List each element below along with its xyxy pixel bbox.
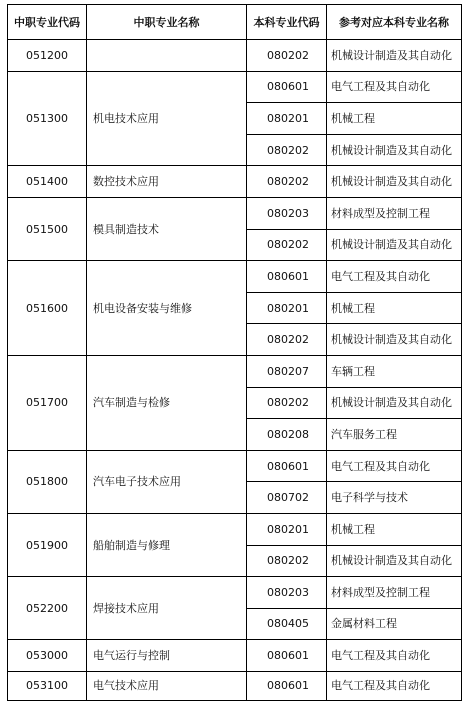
- undergrad-code-cell: 080201: [247, 103, 327, 135]
- undergrad-name-cell: 机械工程: [327, 103, 462, 135]
- undergrad-code-cell: 080202: [247, 545, 327, 577]
- undergrad-code-cell: 080601: [247, 261, 327, 293]
- undergrad-name-cell: 材料成型及控制工程: [327, 577, 462, 609]
- undergrad-code-cell: 080601: [247, 671, 327, 700]
- undergrad-code-cell: 080201: [247, 292, 327, 324]
- undergrad-name-cell: 机械设计制造及其自动化: [327, 166, 462, 198]
- vocational-code-cell: 051400: [8, 166, 87, 198]
- table-row: [8, 355, 462, 387]
- undergrad-code-cell: 080203: [247, 197, 327, 229]
- undergrad-name-cell: 机械设计制造及其自动化: [327, 545, 462, 577]
- vocational-code-cell: 051500: [8, 197, 87, 260]
- vocational-code-cell: 051200: [8, 40, 87, 72]
- vocational-name-cell: 模具制造技术: [87, 197, 247, 260]
- vocational-code-cell: 053100: [8, 671, 87, 700]
- table-row: [8, 40, 462, 72]
- vocational-code-cell: 051800: [8, 450, 87, 513]
- vocational-name-cell: 汽车电子技术应用: [87, 450, 247, 513]
- undergrad-name-cell: 机械工程: [327, 513, 462, 545]
- vocational-code-cell: 053000: [8, 640, 87, 672]
- undergrad-name-cell: 电气工程及其自动化: [327, 671, 462, 700]
- vocational-name-cell: 机电设备安装与维修: [87, 261, 247, 356]
- undergrad-code-cell: 080208: [247, 419, 327, 451]
- undergrad-code-cell: 080202: [247, 40, 327, 72]
- table-row: [8, 450, 462, 482]
- table-row: [8, 71, 462, 103]
- undergrad-name-cell: 机械设计制造及其自动化: [327, 387, 462, 419]
- undergrad-name-cell: 机械设计制造及其自动化: [327, 40, 462, 72]
- undergrad-name-cell: 电气工程及其自动化: [327, 450, 462, 482]
- undergrad-code-cell: 080405: [247, 608, 327, 640]
- undergrad-code-cell: 080202: [247, 166, 327, 198]
- table-body: [8, 40, 462, 701]
- table-row: [8, 640, 462, 672]
- undergrad-code-cell: 080207: [247, 355, 327, 387]
- vocational-code-cell: 052200: [8, 577, 87, 640]
- header-undergrad-name: 参考对应本科专业名称: [327, 5, 462, 40]
- vocational-name-cell: 电气运行与控制: [87, 640, 247, 672]
- table-row: [8, 577, 462, 609]
- header-vocational-name: 中职专业名称: [87, 5, 247, 40]
- undergrad-name-cell: 机械设计制造及其自动化: [327, 134, 462, 166]
- vocational-name-cell: [87, 40, 247, 72]
- undergrad-name-cell: 机械工程: [327, 292, 462, 324]
- undergrad-code-cell: 080202: [247, 387, 327, 419]
- vocational-name-cell: 数控技术应用: [87, 166, 247, 198]
- undergrad-name-cell: 金属材料工程: [327, 608, 462, 640]
- table-row: [8, 671, 462, 700]
- undergrad-name-cell: 机械设计制造及其自动化: [327, 324, 462, 356]
- vocational-code-cell: 051300: [8, 71, 87, 166]
- header-row: [8, 5, 462, 40]
- undergrad-code-cell: 080702: [247, 482, 327, 514]
- undergrad-name-cell: 电气工程及其自动化: [327, 71, 462, 103]
- vocational-code-cell: 051600: [8, 261, 87, 356]
- undergrad-name-cell: 材料成型及控制工程: [327, 197, 462, 229]
- header-undergrad-code: 本科专业代码: [247, 5, 327, 40]
- vocational-name-cell: 焊接技术应用: [87, 577, 247, 640]
- undergrad-name-cell: 汽车服务工程: [327, 419, 462, 451]
- undergrad-code-cell: 080201: [247, 513, 327, 545]
- major-mapping-table: [7, 4, 462, 701]
- table-row: [8, 166, 462, 198]
- vocational-name-cell: 船舶制造与修理: [87, 513, 247, 576]
- vocational-code-cell: 051700: [8, 355, 87, 450]
- undergrad-code-cell: 080202: [247, 134, 327, 166]
- undergrad-name-cell: 电气工程及其自动化: [327, 261, 462, 293]
- undergrad-name-cell: 机械设计制造及其自动化: [327, 229, 462, 261]
- undergrad-code-cell: 080601: [247, 640, 327, 672]
- undergrad-code-cell: 080202: [247, 324, 327, 356]
- undergrad-code-cell: 080601: [247, 71, 327, 103]
- header-vocational-code: 中职专业代码: [8, 5, 87, 40]
- undergrad-code-cell: 080203: [247, 577, 327, 609]
- vocational-name-cell: 机电技术应用: [87, 71, 247, 166]
- table-row: [8, 261, 462, 293]
- table-row: [8, 513, 462, 545]
- undergrad-name-cell: 车辆工程: [327, 355, 462, 387]
- vocational-code-cell: 051900: [8, 513, 87, 576]
- undergrad-code-cell: 080202: [247, 229, 327, 261]
- table-row: [8, 197, 462, 229]
- undergrad-name-cell: 电子科学与技术: [327, 482, 462, 514]
- undergrad-code-cell: 080601: [247, 450, 327, 482]
- vocational-name-cell: 电气技术应用: [87, 671, 247, 700]
- undergrad-name-cell: 电气工程及其自动化: [327, 640, 462, 672]
- vocational-name-cell: 汽车制造与检修: [87, 355, 247, 450]
